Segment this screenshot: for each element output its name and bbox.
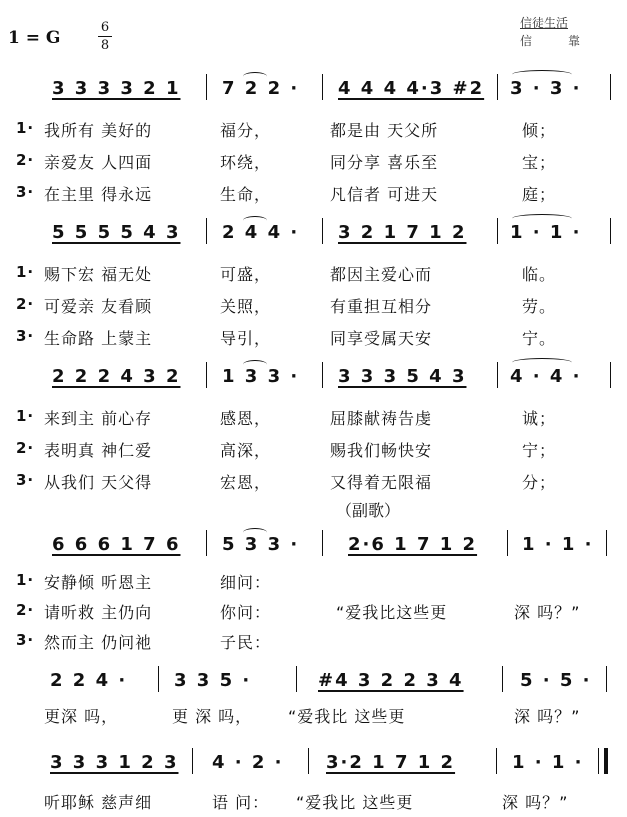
lyric-phrase: 屈膝献祷告虔 [330,409,433,428]
notes-measure: 4 4 4 4·3 #2 [338,78,485,99]
slur-mark [243,216,267,225]
notes-measure: 3 3 3 1 2 3 [50,752,179,773]
verse-line [16,438,557,460]
meter-top: 6 [100,20,110,35]
notes-measure: 3 2 1 7 1 2 [338,222,467,243]
final-bar-line [604,748,608,774]
verse-number: 3· [16,327,35,345]
verse-number: 3· [16,471,35,489]
slur-mark [243,72,267,81]
verse-number: 2· [16,601,35,619]
notes-measure: 1 3 3 · [222,366,300,387]
lyric-phrase: 赐下宏 福无处 [44,265,153,284]
lyric-phrase: 来到主 前心存 [44,409,153,428]
bar-line [322,74,323,100]
lyric-phrase: 然而主 仍问祂 [44,633,153,652]
lyric-phrase: 同享受属天安 [330,329,433,348]
bar-line [206,218,207,244]
lyric-phrase: 劳。 [522,297,557,316]
lyric-phrase: 宏恩， [220,473,272,492]
bar-line [507,530,508,556]
lyric-phrase: 庭； [522,185,557,204]
verse-line [16,118,557,140]
bar-line [610,74,611,100]
verse-line [16,470,557,492]
verse-line [16,630,272,652]
verse-number: 3· [16,631,35,649]
bar-line [502,666,503,692]
bar-line [192,748,193,774]
lyric-phrase: 可盛， [220,265,272,284]
verse-number: 1· [16,407,35,425]
lyric-phrase: 宝； [522,153,557,172]
lyric-phrase: 我所有 美好的 [44,121,153,140]
lyric-phrase: 从我们 天父得 [44,473,153,492]
lyric-phrase: 同分享 喜乐至 [330,153,439,172]
notes-measure: 1 · 1 · [510,222,582,243]
slur-mark [243,528,267,537]
lyric-phrase: 更深 吗， [44,707,119,726]
verse-number: 1· [16,263,35,281]
lyric-phrase: 子民： [220,633,272,652]
verse-line [16,294,557,316]
notes-measure: 7 2 2 · [222,78,300,99]
slur-mark [243,360,267,369]
bar-line [296,666,297,692]
slur-mark [512,214,572,223]
notes-measure: 2 4 4 · [222,222,300,243]
lyric-phrase: 导引， [220,329,272,348]
notes-measure: 3 3 3 5 4 3 [338,366,467,387]
lyric-line [44,790,569,813]
verse-number: 1· [16,119,35,137]
lyric-phrase: “爱我比 这些更 [288,707,406,726]
verse-line [16,262,557,284]
notes-measure: 3 3 3 3 2 1 [52,78,181,99]
lyric-phrase: 分； [522,473,557,492]
lyric-phrase: “爱我比这些更 [336,603,448,622]
verse-number: 2· [16,439,35,457]
lyric-phrase: 临。 [522,265,557,284]
lyric-phrase: 你问： [220,603,272,622]
lyric-phrase: 请听救 主仍向 [44,603,153,622]
lyric-phrase: 诚； [522,409,557,428]
notes-measure: #4 3 2 2 3 4 [318,670,464,691]
time-signature [98,20,112,53]
lyric-phrase: 宁。 [522,329,557,348]
lyric-phrase: 都因主爱心而 [330,265,433,284]
lyric-phrase: 语 问： [212,793,270,812]
bar-line [497,218,498,244]
meter-bottom: 8 [100,38,110,53]
bar-line [206,362,207,388]
notes-measure: 3 3 5 · [174,670,252,691]
bar-line [158,666,159,692]
lyric-phrase: 更 深 吗， [172,707,253,726]
bar-line [206,530,207,556]
bar-line [322,218,323,244]
lyric-phrase: 可爱亲 友看顾 [44,297,153,316]
bar-line [322,530,323,556]
lyric-phrase: 赐我们畅快安 [330,441,433,460]
bar-line [206,74,207,100]
verse-line [16,182,557,204]
lyric-phrase: 环绕， [220,153,272,172]
lyric-phrase: 有重担互相分 [330,297,433,316]
notes-measure: 5 3 3 · [222,534,300,555]
chorus-label: （副歌） [336,501,401,520]
notes-measure: 4 · 4 · [510,366,582,387]
lyric-phrase: 又得着无限福 [330,473,433,492]
meter-divider [98,36,112,37]
notes-measure: 2 2 4 · [50,670,128,691]
lyric-phrase: 高深， [220,441,272,460]
notes-measure: 1 · 1 · [522,534,594,555]
bar-line [496,748,497,774]
lyric-phrase: 宁； [522,441,557,460]
verse-line [16,600,581,622]
credit-char-1: 信 [520,34,533,48]
notes-measure: 3·2 1 7 1 2 [326,752,456,773]
lyric-phrase: 安静倾 听恩主 [44,573,153,592]
lyric-phrase: 听耶稣 慈声细 [44,793,153,812]
verse-line [16,326,557,348]
lyric-phrase: 都是由 天父所 [330,121,439,140]
lyric-phrase: 亲爱友 人四面 [44,153,153,172]
credit-char-2: 靠 [568,34,581,48]
lyric-phrase: 细问： [220,573,272,592]
notes-measure: 6 6 6 1 7 6 [52,534,181,555]
notes-measure: 5 5 5 5 4 3 [52,222,181,243]
lyric-phrase: “爱我比 这些更 [296,793,414,812]
slur-mark [512,358,572,367]
lyric-line [44,704,581,727]
notes-measure: 5 · 5 · [520,670,592,691]
bar-line [610,218,611,244]
bar-line [497,74,498,100]
key-signature: 1 = G [8,28,61,48]
notes-measure: 2 2 2 4 3 2 [52,366,181,387]
lyric-phrase: 感恩， [220,409,272,428]
lyric-phrase: 倾； [522,121,557,140]
notes-measure: 3 · 3 · [510,78,582,99]
bar-line [322,362,323,388]
bar-line [497,362,498,388]
lyric-phrase: 在主里 得永远 [44,185,153,204]
bar-line [308,748,309,774]
lyric-phrase: 凡信者 可进天 [330,185,439,204]
lyric-phrase: 关照， [220,297,272,316]
verse-line [16,150,557,172]
slur-mark [512,70,572,79]
notes-measure: 2·6 1 7 1 2 [348,534,478,555]
notes-measure: 1 · 1 · [512,752,584,773]
lyric-phrase: 生命， [220,185,272,204]
verse-number: 1· [16,571,35,589]
credit-title [520,32,584,49]
bar-line [610,362,611,388]
credit-source: 信徒生活 [520,16,569,30]
lyric-phrase: 表明真 神仁爱 [44,441,153,460]
verse-line [16,570,272,592]
notes-measure: 4 · 2 · [212,752,284,773]
verse-number: 2· [16,295,35,313]
bar-line [606,530,607,556]
lyric-phrase: 深 吗？” [514,707,581,726]
lyric-phrase: 福分， [220,121,272,140]
bar-line [598,748,599,774]
verse-line [16,406,557,428]
verse-number: 3· [16,183,35,201]
lyric-phrase: 深 吗？” [514,603,581,622]
lyric-phrase: 深 吗？” [502,793,569,812]
lyric-phrase: 生命路 上蒙主 [44,329,153,348]
verse-number: 2· [16,151,35,169]
bar-line [606,666,607,692]
